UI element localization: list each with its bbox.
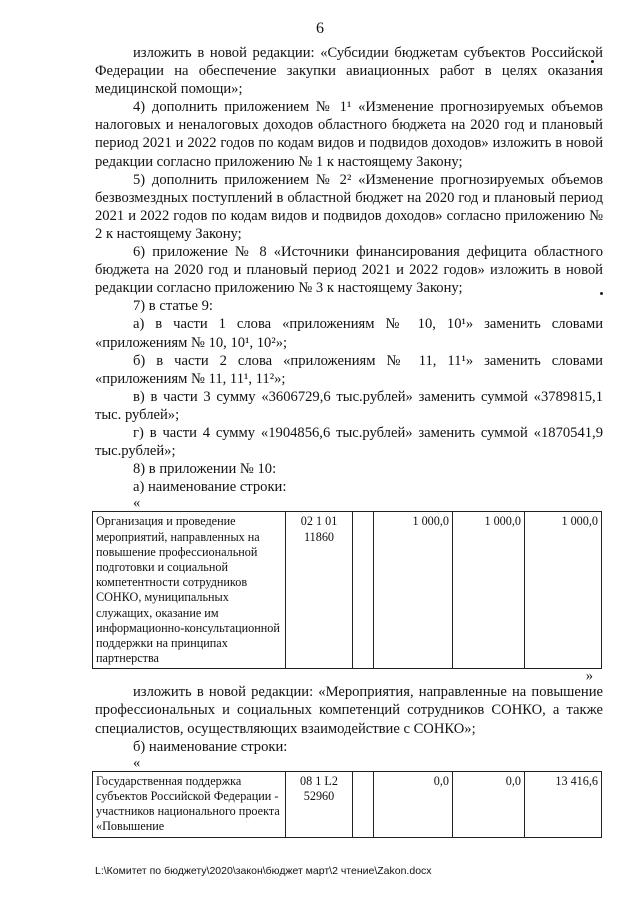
code-line: 02 1 01	[300, 514, 338, 529]
code-line: 08 1 L2	[300, 773, 338, 788]
paragraph: б) наименование строки:	[133, 738, 288, 755]
paragraph: 6) приложение № 8 «Источники финансирования дефицита областного бюджета на 2020 год и плановый период 2021 и 2022 годов» изложить в новой редакции согласно приложению № 3 к настоящему Закону;	[95, 244, 603, 297]
file-path-footer: L:\Комитет по бюджету\2020\закон\бюджет март\2 чтение\Zakon.docx	[95, 865, 432, 877]
open-quote: «	[133, 495, 141, 512]
close-quote: »	[585, 668, 593, 685]
open-quote: «	[133, 754, 141, 771]
budget-table-2	[92, 771, 602, 838]
document-body	[95, 44, 603, 838]
paragraph: в) в части 3 сумму «3606729,6 тыс.рублей» заменить суммой «3789815,1 тыс. рублей»;	[95, 388, 603, 423]
paragraph: изложить в новой редакции: «Мероприятия, направленные на повышение профессиональных и социальных компетенций сотрудников СОНКО, а также специалистов, осуществляющих взаимодействие с СОНКО»;	[95, 684, 603, 737]
paragraph: б) в части 2 слова «приложениям № 11, 11¹» заменить словами «приложениям № 11, 11¹, 11²»;	[95, 352, 603, 387]
row-name-cell: Государственная поддержка субъектов Российской Федерации - участников национального проекта «Повышение	[93, 771, 286, 837]
paragraph: г) в части 4 сумму «1904856,6 тыс.рублей» заменить суммой «1870541,9 тыс.рублей»;	[95, 424, 603, 460]
table-row	[93, 771, 602, 837]
value-2021-cell: 0,0	[453, 771, 525, 837]
empty-cell	[353, 512, 374, 669]
paragraph: 4) дополнить приложением № 1¹ «Изменение прогнозируемых объемов налоговых и неналоговых доходов областного бюджета на 2020 год и плановый период 2021 и 2022 годов по кодам видов и подвидов доходов» изложить в новой редакции согласно приложению № 1 к настоящему Закону;	[95, 99, 603, 170]
value-2020-cell: 1 000,0	[374, 512, 453, 669]
value-2021-cell: 1 000,0	[453, 512, 525, 669]
budget-table-1	[92, 511, 602, 669]
value-2022-cell: 13 416,6	[525, 771, 602, 837]
code-line: 11860	[303, 529, 335, 544]
row-name-cell: Организация и проведение мероприятий, направленных на повышение профессиональной подготовки и социальной компетентности сотрудников СОНКО, муниципальных служащих, оказание им информационно-консультационной поддержки на принципах партнерства	[93, 512, 286, 669]
paragraph: 7) в статье 9:	[133, 298, 213, 315]
code-cell	[286, 512, 353, 669]
value-2020-cell: 0,0	[374, 771, 453, 837]
table-row	[93, 512, 602, 669]
paragraph: изложить в новой редакции: «Субсидии бюджетам субъектов Российской Федерации на обеспечение закупки авиационных работ в целях оказания медицинской помощи»;	[95, 45, 603, 98]
paragraph: 5) дополнить приложением № 2² «Изменение прогнозируемых объемов безвозмездных поступлений в областной бюджет на 2020 год и плановый период 2021 и 2022 годов по кодам видов и подвидов доходов» согласно приложению № 2 к настоящему Закону;	[95, 171, 603, 242]
paragraph: а) в части 1 слова «приложениям № 10, 10¹» заменить словами «приложениям № 10, 10¹, 10²»;	[95, 316, 603, 351]
code-cell	[286, 771, 353, 837]
empty-cell	[353, 771, 374, 837]
paragraph: 8) в приложении № 10:	[133, 461, 277, 478]
page-number: 6	[316, 20, 324, 37]
paragraph: а) наименование строки:	[133, 479, 287, 496]
code-line: 52960	[303, 788, 335, 803]
value-2022-cell: 1 000,0	[525, 512, 602, 669]
